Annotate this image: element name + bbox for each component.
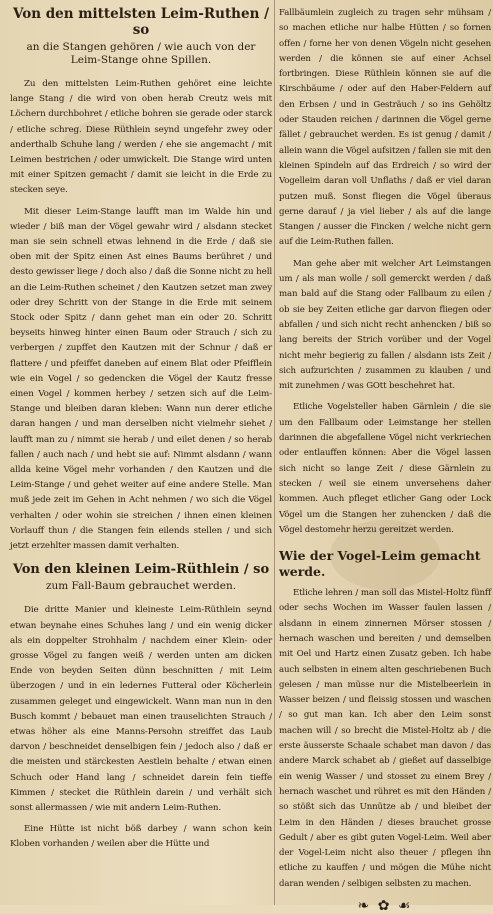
ornament-icon: ❧ ✿ ☙ bbox=[357, 898, 413, 914]
paragraph: Zu den mittelsten Leim-Ruthen gehöret eine leichte lange Stang / die wird von oben herab Creutz weis mit Löchern durchbohret / etliche bohren sie gerade oder starck / etliche schreg. Diese Rüthlein seynd ungefehr zwey oder anderthalb Schuhe lang / werden / ehe sie angemacht / mit Leimen bestrichen / oder umwickelt. Die Stange wird unten mit einer Spitzen gemacht / damit sie leicht in die Erde zu stecken seye. bbox=[10, 79, 272, 196]
right-column bbox=[279, 6, 491, 914]
section-subtitle: an die Stangen gehören / wie auch von der Leim-Stange ohne Spillen. bbox=[26, 41, 256, 66]
section-title: Von den mittelsten Leim-Ruthen / so bbox=[12, 6, 270, 38]
left-column bbox=[10, 6, 272, 905]
paragraph: Fallbäumlein zugleich zu tragen sehr mühsam / so machen etliche nur halbe Hütten / so fornen offen / forne her von denen Vögeln nicht gesehen werden / die können sie auf einer Achsel fortbringen. Diese Rüthlein können sie auf die Kirschbäume / oder auf den Haber-Feldern auf den Erbsen / und in Gesträuch / so ins Gehöltz oder Stauden reichen / darinnen die Vögel gerne fället / gebrauchet werden. Es ist genug / damit / allein wann die Vögel aufsitzen / fallen sie mit den kleinen Spindeln auf das Erdreich / so wird der Vogelleim daran voll Unflaths / daß er viel daran putzen muß. Sonst fliegen die Vögel überaus gerne darauf / ja viel lieber / als auf die lange Stangen / ausser die Fincken / welche nicht gern auf die Leim-Ruthen fallen. bbox=[279, 8, 491, 248]
paragraph: Etliche Vogelsteller haben Gärnlein / die sie um den Fallbaum oder Leimstange her stellen darinnen die abgefallene Vögel nicht verkriechen oder entlauffen können: Aber die Vögel lassen sich nicht so lange Zeit / diese Gärnlein zu stecken / weil sie einem unversehens daher kommen. Auch pfleget etlicher Gang oder Lock Vögel um die Stangen her zuhencken / daß die Vögel destomehr herzu gereitzet werden. bbox=[279, 402, 491, 535]
section-title: Wie der Vogel-Leim gemacht werde. bbox=[279, 548, 481, 580]
paragraph: Die dritte Manier und kleineste Leim-Rüthlein seynd etwan beynahe eines Schuhes lang / und ein wenig dicker als ein doppelter Strohhalm / nachdem einer Klein- oder grosse Vögel zu fangen weiß / werden unten am dicken Ende von beyden Seiten dünn beschnitten / mit Leim überzogen / und in ein ledernes Futteral oder Köcherlein zusammen geleget und eingewickelt. Wann man nun in den Busch kommt / bebauet man einen trauselichten Strauch / etwas höher als eine Manns-Persohn streiffet das Laub darvon / beschneidet denselbigen fein / jedoch also / daß er die meisten und stärckesten Aestlein behalte / etwan einen Schuch oder Hand lang / schneidet darein fein tieffe Kimmen / stecket die Rüthlein darein / und verhält sich sonst allermassen / wie mit andern Leim-Ruthen. bbox=[10, 605, 272, 813]
section-subtitle: zum Fall-Baum gebrauchet werden. bbox=[45, 580, 237, 593]
paragraph: Man gehe aber mit welcher Art Leimstangen um / als man wolle / soll gemerckt werden / daß man bald auf die Stang oder Fallbaum zu eilen / ob sie bey Zeiten etliche gar darvon fliegen oder abfallen / und sich nicht recht anhencken / biß so lang bereits der Strich vorüber und der Vogel nicht mehr begierig zu fallen / alsdann ists Zeit / sich aufzurichten / zusammen zu klauben / und mit zunehmen / was GOtt beschehret hat. bbox=[279, 258, 491, 392]
paragraph: Mit dieser Leim-Stange laufft man im Walde hin und wieder / biß man der Vögel gewahr wird / alsdann stecket man sie sein schnell etwas lehnend in die Erde / daß sie oben mit der Spitz einen Ast eines Baums berühret / und desto gewisser liege / doch also / daß die Sonne nicht zu hell an die Leim-Ruthen scheinet / den Kautzen setzet man zwey oder drey Schritt von der Stange in die Erde mit seinem Stock oder Spitz / dann gehet man ein oder 20. Schritt beyseits hinweg hinter einen Baum oder Strauch / sich zu verbergen / zupffet den Kautzen mit der Schnur / daß er flattere / und pfeiffet daneben auf einem Blat oder Pfeifflein wie ein Vogel / so gedencken die Vögel der Kautz fresse einen Vogel / kommen herbey / setzen sich auf die Leim-Stange und bleiben daran kleben: Wann nun derer etliche daran hangen / und man derselben nicht vielmehr siehet / laufft man zu / nimmt sie herab / und eilet denen / so herab fallen / auch nach / und hebt sie auf: Nimmt alsdann / wann allda keine Vögel mehr vorhanden / den Kautzen und die Leim-Stange / und gehet weiter auf eine andere Stelle. Man muß jede zeit im Gehen in Acht nehmen / wo sich die Vögel verhalten / oder wohin sie streichen / ihnen einen kleinen Vorlauff thun / die Stangen fein eilends stellen / und sich jetzt erzehlter massen damit verhalten. bbox=[10, 206, 272, 552]
paragraph: Eine Hütte ist nicht böß darbey / wann schon kein Kloben vorhanden / weilen aber die Hütte und bbox=[10, 824, 272, 850]
column-divider bbox=[274, 0, 275, 905]
section-title: Von den kleinen Leim-Rüthlein / so bbox=[12, 562, 270, 578]
paragraph: Etliche lehren / man soll das Mistel-Holtz fünff oder sechs Wochen im Wasser faulen lassen / alsdann in einem zinnernen Mörser stossen / hernach waschen und bereiten / und demselben mit Oel und Hartz einen Zusatz geben. Ich habe auch selbsten in einem alten geschriebenen Buch gelesen / man müsse nur die Mistelbeerlein in Wasser beizen / und fleissig stossen und waschen / so gut man kan. Ich aber den Leim sonst machen will / so brecht die Mistel-Holtz ab / die erste äusserste Schaale schabet man davon / das andere Marck schabet ab / gießet auf dasselbige ein wenig Wasser / und stosset zu einem Brey / hernach waschet und rühret es mit den Händen / so stößt sich das Unnütze ab / und bleibet der Leim in den Händen / dieses brauchet grosse Gedult / aber es gibt guten Vogel-Leim. Weil aber der Vogel-Leim nicht also theuer / pflegen ihn etliche zu kauffen / und mögen die Mühe nicht daran wenden / selbigen selbsten zu machen. bbox=[279, 588, 491, 889]
